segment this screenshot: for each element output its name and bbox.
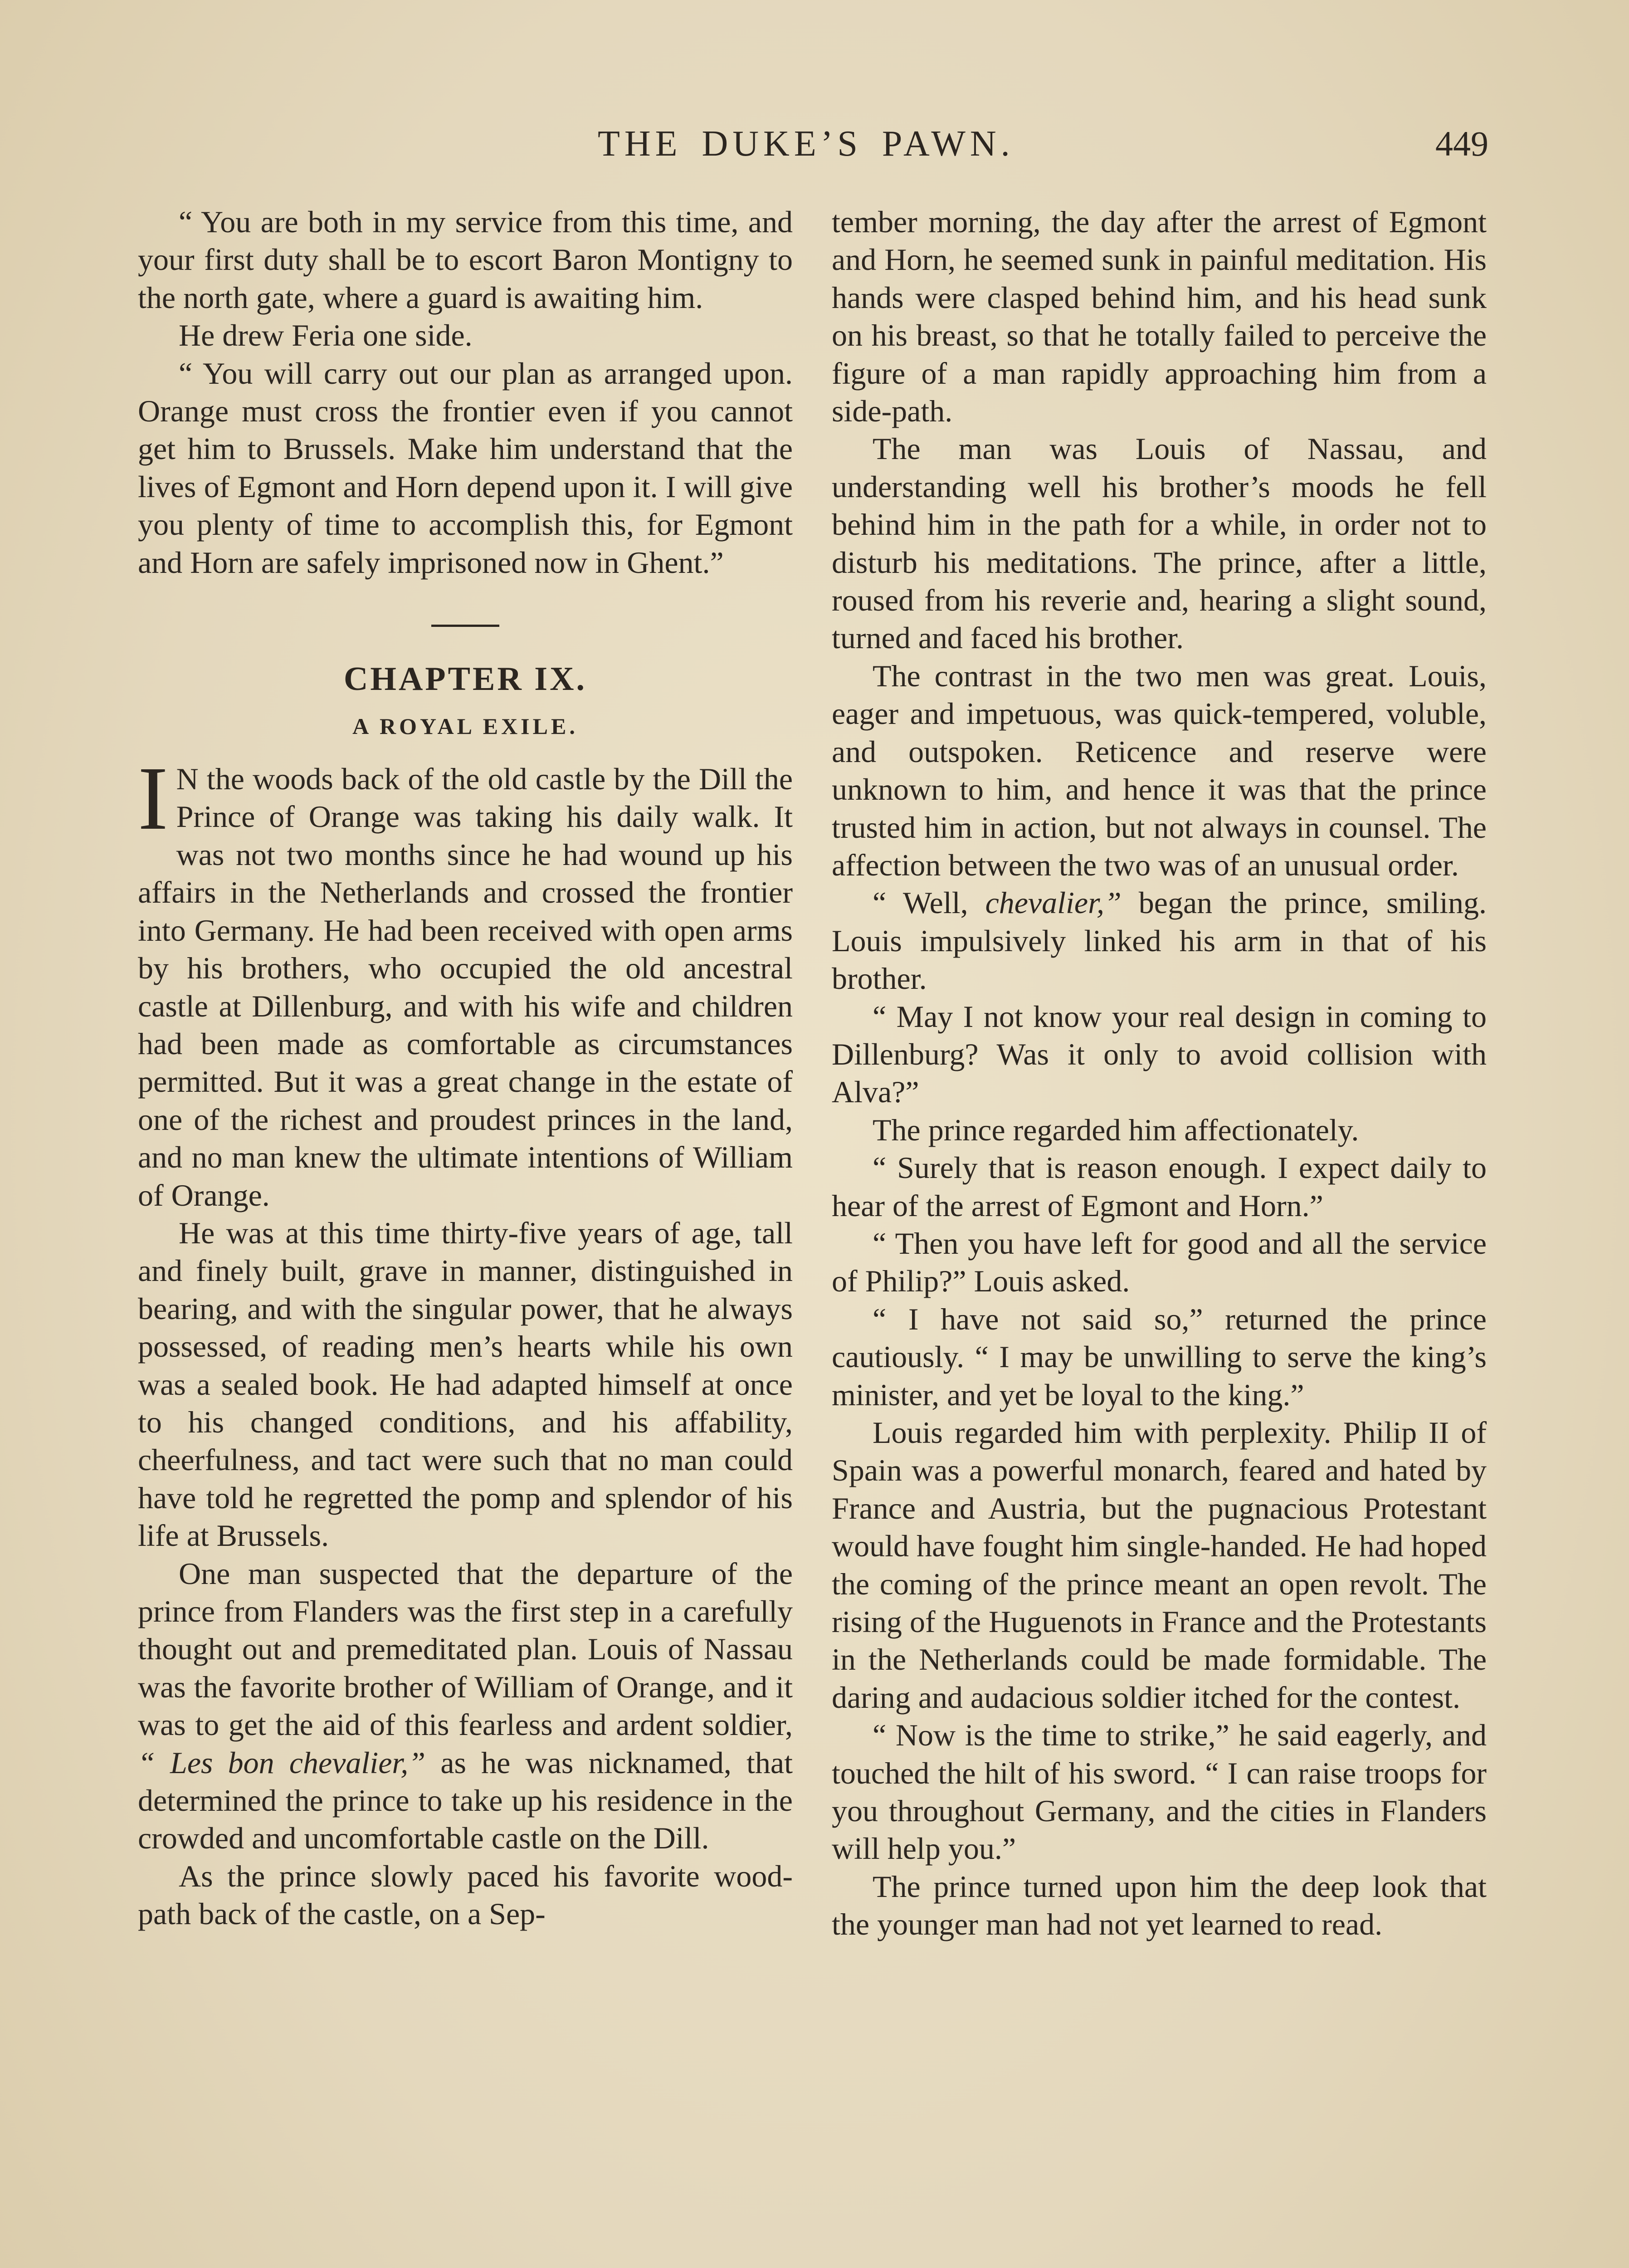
paragraph: “ You will carry out our plan as arranged upon. Orange must cross the frontier even if you cannot get him to Brussels. Make him understand that the lives of Egmont and Horn depend upon it. I will give you plenty of time to accomplish this, for Egmont and Horn are safely imprisoned now in Ghent.”	[138, 356, 793, 580]
paragraph: The prince regarded him affectionately.	[873, 1112, 1359, 1147]
right-column	[832, 203, 1487, 1944]
paragraph: He was at this time thirty-five years of age, tall and finely built, grave in manner, distinguished in bearing, and with the singular power, that he always possessed, of reading men’s hearts while his own was a sealed book. He had adapted himself at once to his changed conditions, and his affability, cheerfulness, and tact were such that no man could have told he regretted the pomp and splendor of his life at Brussels.	[138, 1215, 793, 1553]
text-run: One man suspected that the departure of the prince from Flanders was the first step in a carefully thought out and premeditated plan. Louis of Nassau was the favorite brother of William of Orange, and it was to get the aid of this fearless and ardent soldier,	[138, 1556, 793, 1742]
chapter-title: A ROYAL EXILE.	[352, 714, 578, 739]
paragraph: “ Now is the time to strike,” he said eagerly, and touched the hilt of his sword. “ I can raise troops for you throughout Germany, and the cities in Flanders will help you.”	[832, 1718, 1487, 1866]
paragraph: The contrast in the two men was great. Louis, eager and impetuous, was quick-tempered, voluble, and outspoken. Reticence and reserve were unknown to him, and hence it was that the prince trusted him in action, but not always in counsel. The affection between the two was of an unusual order.	[832, 658, 1487, 882]
running-head	[0, 123, 1629, 178]
text-run: “ Well,	[873, 885, 985, 920]
opening-text: N the woods back of the old castle by the Dill the Prince of Orange was taking his daily walk. It was not two months since he had wound up his affairs in the Netherlands and crossed the frontier into Germany. He had been received with open arms by his brothers, who occupied the old ancestral castle at Dillenburg, and with his wife and children had been made as comfortable as circumstances permitted. But it was a great change in the estate of one of the richest and proudest princes in the land, and no man knew the ultimate intentions of William of Orange.	[138, 762, 793, 1212]
nickname-paragraph	[138, 1555, 793, 1857]
chevalier-paragraph	[832, 884, 1487, 997]
page-number: 449	[1435, 124, 1488, 163]
chapter-opening-paragraph	[138, 748, 793, 1214]
paragraph: “ May I not know your real design in coming to Dillenburg? Was it only to avoid collision with Alva?”	[832, 999, 1487, 1110]
paragraph: “ You are both in my service from this time, and your first duty shall be to escort Baron Montigny to the north gate, where a guard is awaiting him.	[138, 205, 793, 315]
paragraph: Louis regarded him with perplexity. Philip II of Spain was a powerful monarch, feared and hated by France and Austria, but the pugnacious Protestant would have fought him single-handed. He had hoped the coming of the prince meant an open revolt. The rising of the Huguenots in France and the Protestants in the Netherlands could be made formidable. The daring and audacious soldier itched for the contest.	[832, 1415, 1487, 1715]
paragraph: The man was Louis of Nassau, and understanding well his brother’s moods he fell behind him in the path for a while, in order not to disturb his meditations. The prince, after a little, roused from his reverie and, hearing a slight sound, turned and faced his brother.	[832, 431, 1487, 655]
continued-paragraph: tember morning, the day after the arrest of Egmont and Horn, he seemed sunk in painful meditation. His hands were clasped behind him, and his head sunk on his breast, so that he totally failed to perceive the figure of a man rapidly approaching him from a side-path.	[832, 205, 1487, 429]
running-title: THE DUKE’S PAWN.	[598, 124, 1014, 164]
paragraph: “ Surely that is reason enough. I expect daily to hear of the arrest of Egmont and Horn.”	[832, 1150, 1487, 1223]
section-divider	[431, 625, 499, 627]
paragraph: As the prince slowly paced his favorite wood-path back of the castle, on a Sep-	[138, 1858, 793, 1931]
chapter-number: CHAPTER IX.	[343, 660, 587, 698]
italic-chevalier: chevalier,”	[985, 885, 1122, 920]
text-run: as he was nicknamed, that determined the prince to take up his residence in the crowded and uncomfortable castle on the Dill.	[138, 1745, 793, 1856]
paragraph: He drew Feria one side.	[179, 318, 473, 353]
italic-nickname: “ Les bon chevalier,”	[138, 1745, 426, 1780]
drop-cap: I	[138, 748, 168, 849]
paragraph: “ Then you have left for good and all the service of Philip?” Louis asked.	[832, 1226, 1487, 1299]
left-column	[138, 203, 793, 1933]
text-run: began the prince, smiling. Louis impulsively linked his arm in that of his brother.	[832, 885, 1487, 996]
paragraph: “ I have not said so,” returned the prince cautiously. “ I may be unwilling to serve the king’s minister, and yet be loyal to the king.”	[832, 1301, 1487, 1412]
paragraph: The prince turned upon him the deep look that the younger man had not yet learned to read.	[832, 1869, 1487, 1942]
